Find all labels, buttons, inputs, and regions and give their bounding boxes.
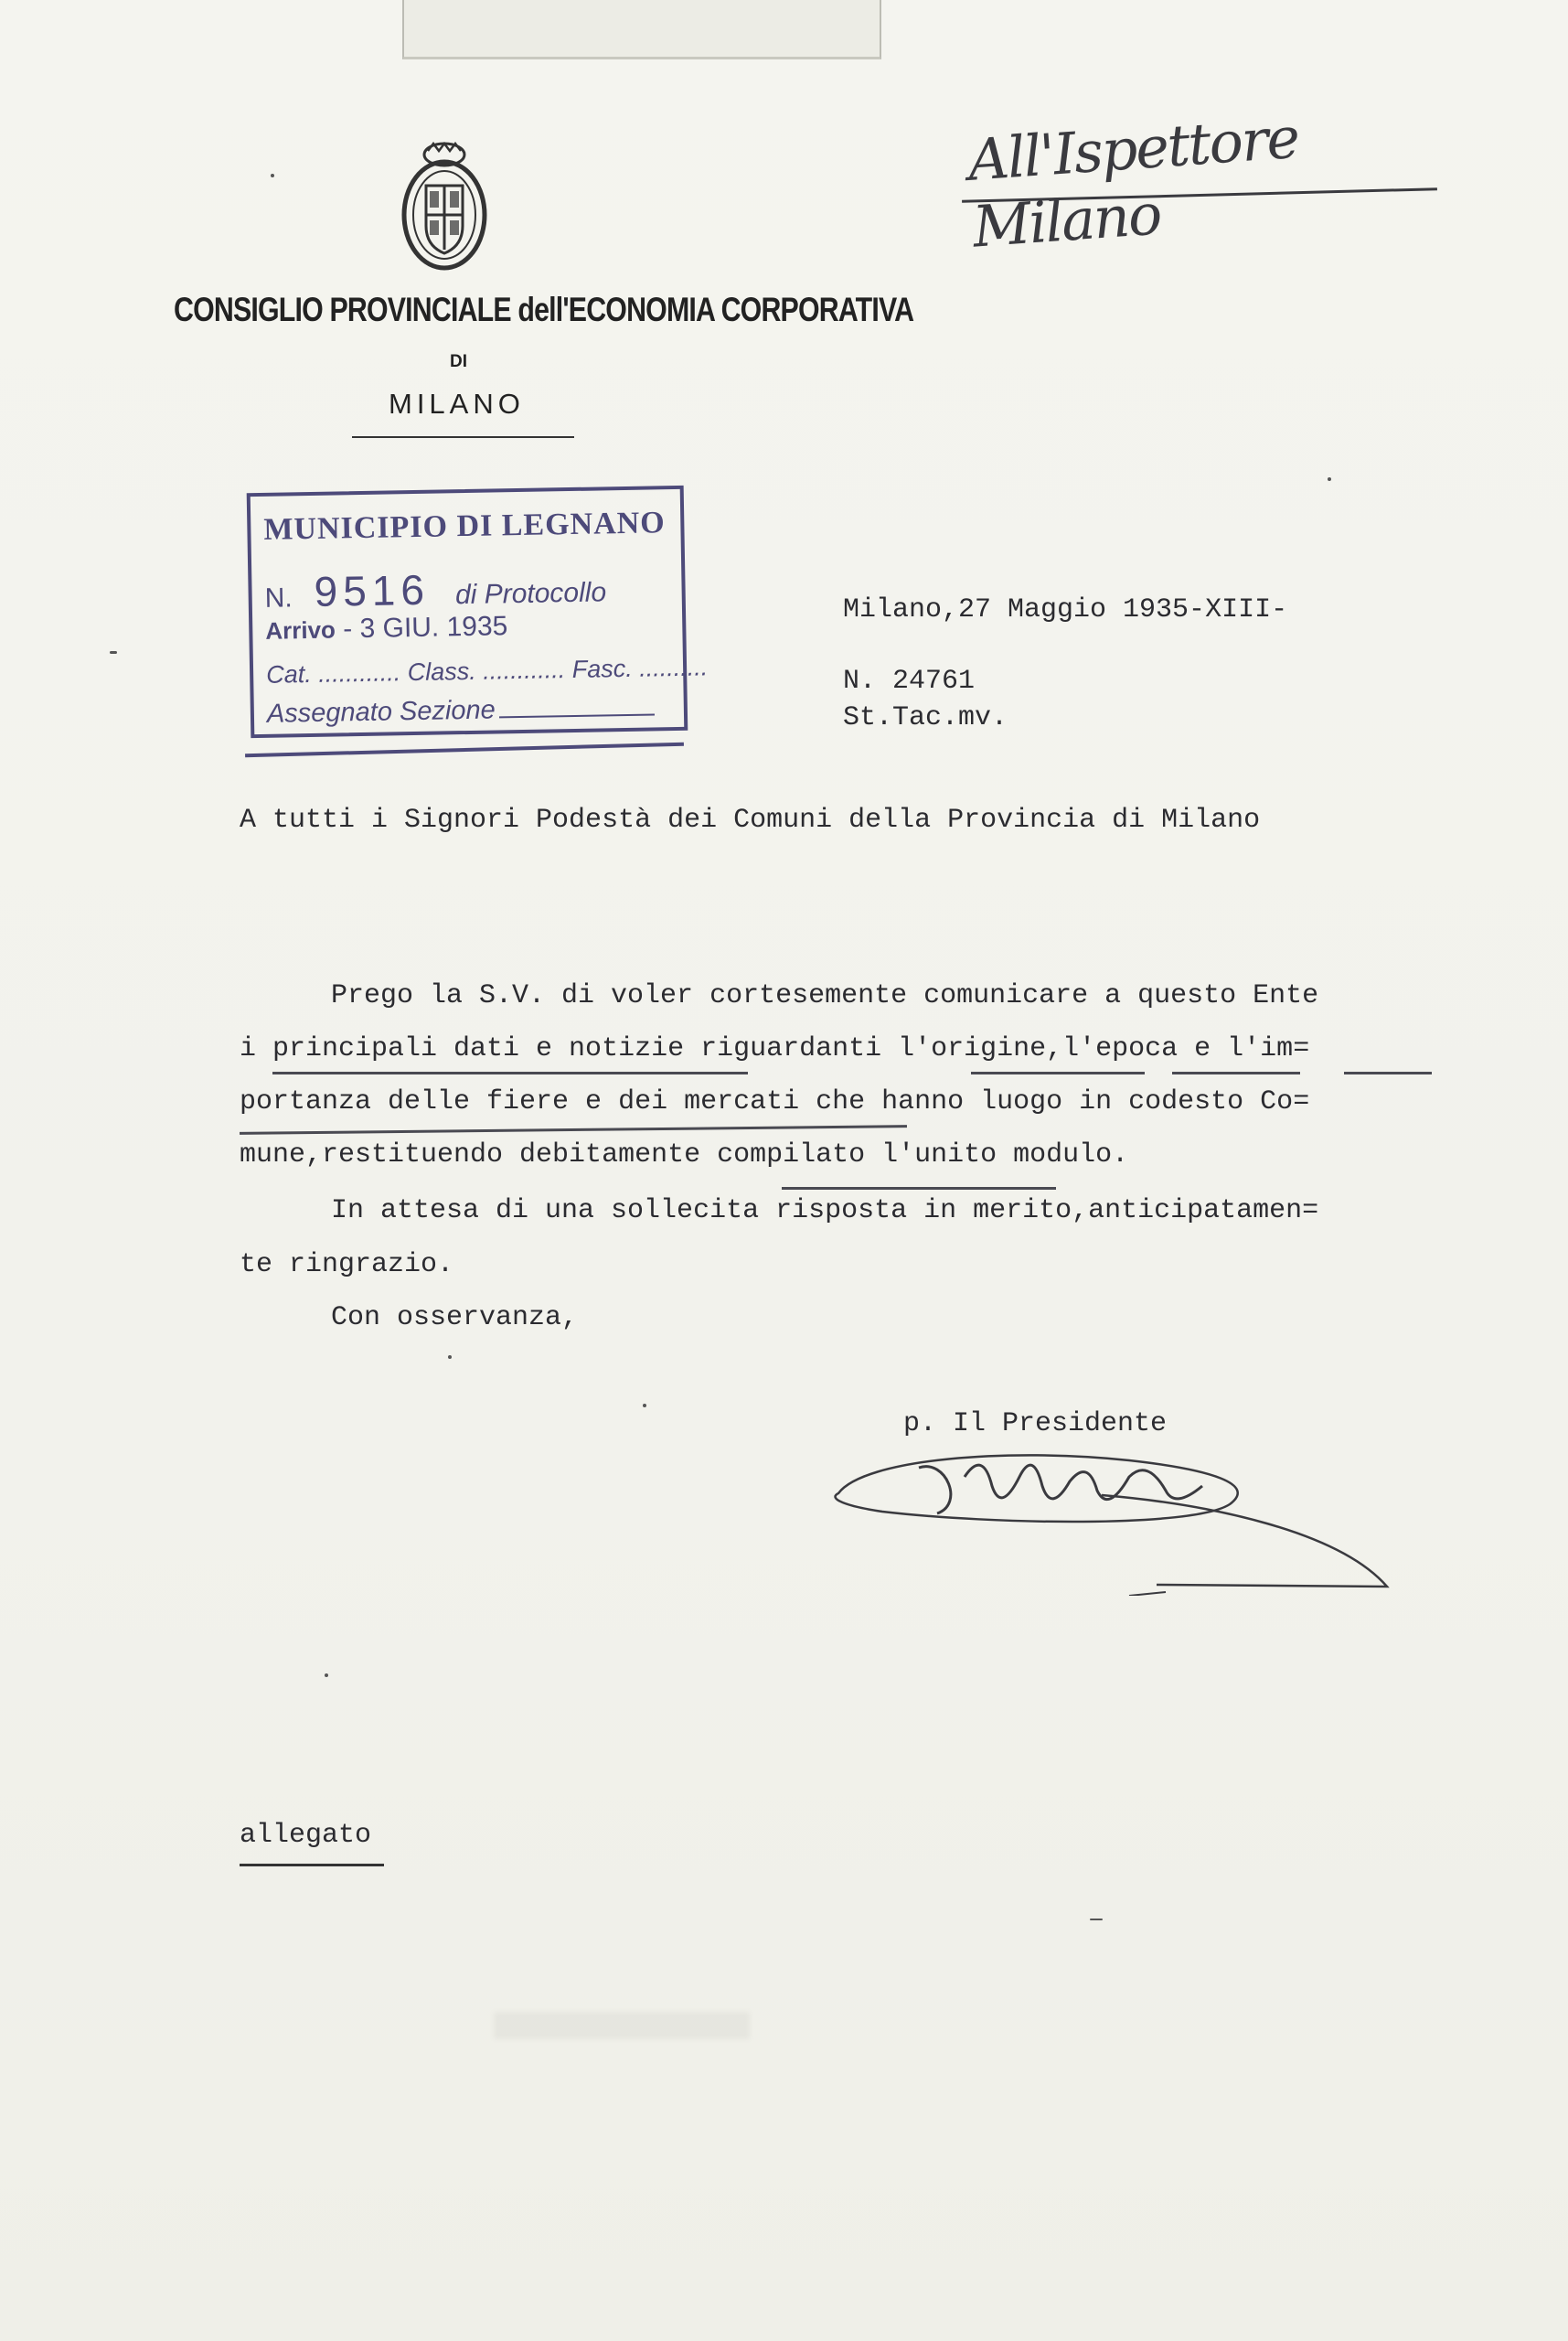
paper-speck [1328, 477, 1331, 481]
protocol-stamp [247, 486, 709, 738]
stamp-underline [245, 743, 684, 758]
enclosure-label: allegato [240, 1820, 372, 1851]
paper-clip-mark [402, 0, 881, 59]
paper-speck [271, 174, 274, 177]
body-line: te ringrazio. [240, 1249, 454, 1280]
stamp-number: 9516 [314, 565, 431, 615]
letter-date: Milano,27 Maggio 1935-XIII- [843, 594, 1288, 625]
body-line: In attesa di una sollecita risposta in merito,anticipatamen= [331, 1195, 1319, 1226]
body-line: mune,restituendo debitamente compilato l'unito modulo. [240, 1139, 1129, 1170]
stamp-arrival-label: Arrivo [265, 615, 336, 645]
annotation-underline [1172, 1072, 1300, 1074]
stamp-n-label: N. [264, 583, 293, 614]
handwritten-note: All'Ispettore Milano [965, 103, 1301, 261]
annotation-underline [782, 1187, 1056, 1190]
annotation-underline [971, 1072, 1145, 1074]
handwritten-signature-icon [827, 1440, 1394, 1596]
letter-number: N. 24761 [843, 666, 976, 697]
annotation-underline [240, 1125, 907, 1135]
stamp-arrival-row [265, 611, 508, 647]
paper-speck [325, 1673, 328, 1677]
annotation-underline [272, 1072, 748, 1074]
coat-of-arms-seal-icon [400, 142, 488, 277]
letterhead-di: DI [450, 352, 467, 371]
letter-reference: St.Tac.mv. [843, 702, 1008, 733]
enclosure-underline [240, 1864, 384, 1866]
paper-speck [448, 1355, 452, 1359]
paper-speck [1090, 1919, 1103, 1920]
addressee-line: A tutti i Signori Podestà dei Comuni della Provincia di Milano [240, 805, 1261, 836]
faded-stamp-mark [494, 2012, 750, 2039]
body-line: portanza delle fiere e dei mercati che hanno luogo in codesto Co= [240, 1086, 1310, 1117]
stamp-number-row [264, 561, 606, 617]
stamp-title: MUNICIPIO DI LEGNANO [263, 506, 667, 547]
body-line: Prego la S.V. di voler cortesemente comunicare a questo Ente [331, 980, 1319, 1011]
letterhead-title: CONSIGLIO PROVINCIALE dell'ECONOMIA CORPORATIVA [174, 291, 914, 328]
annotation-underline [1344, 1072, 1432, 1074]
stamp-assigned-row [267, 692, 655, 729]
stamp-protocol-label: di Protocollo [454, 577, 607, 611]
stamp-category-row: Cat. ............ Class. ............ Fasc. .......... [265, 653, 709, 689]
stamp-assigned-label: Assegnato Sezione [266, 695, 496, 729]
stamp-arrival-date: - 3 GIU. 1935 [342, 611, 508, 645]
signature-label: p. Il Presidente [903, 1408, 1168, 1439]
body-line: i principali dati e notizie riguardanti l'origine,l'epoca e l'im= [240, 1033, 1310, 1064]
body-line: Con osservanza, [331, 1302, 579, 1333]
letterhead-city: MILANO [389, 388, 525, 420]
paper-speck [110, 651, 117, 654]
letterhead-rule [352, 436, 574, 438]
paper-speck [643, 1404, 646, 1407]
